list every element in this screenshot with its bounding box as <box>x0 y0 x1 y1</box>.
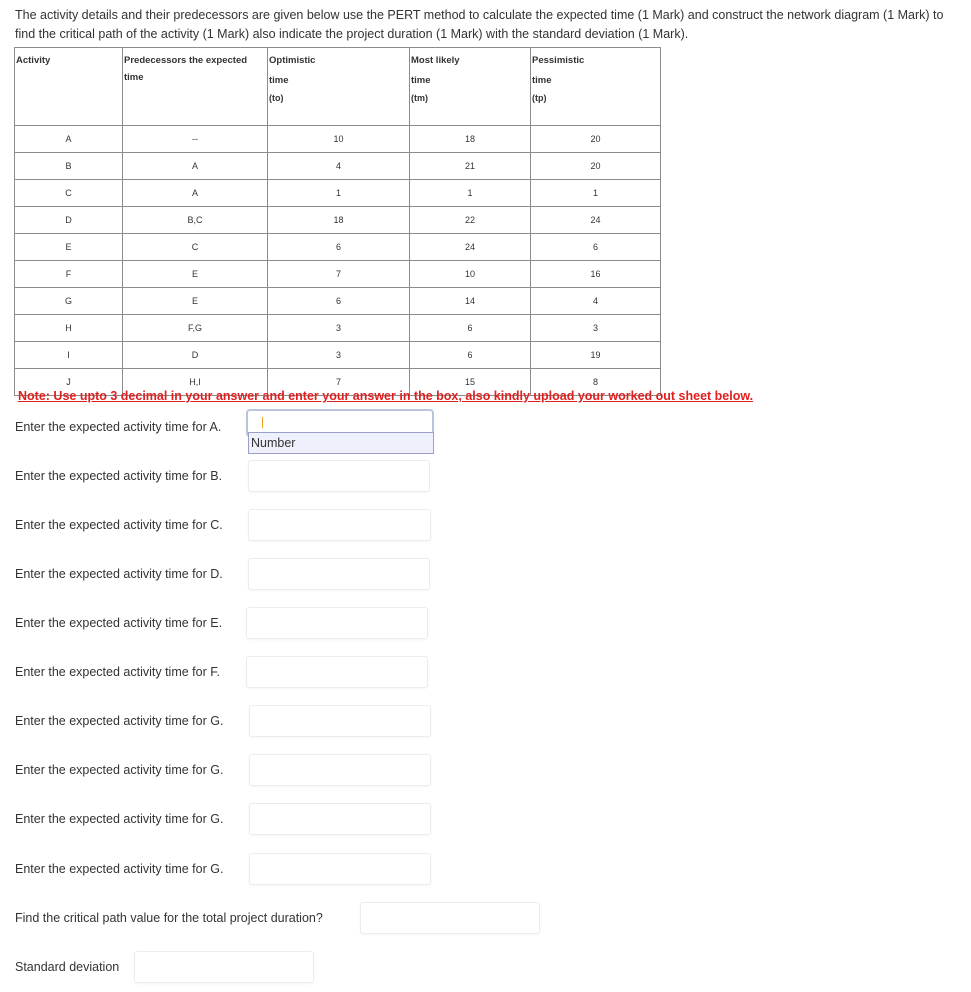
cell-tp: 8 <box>531 369 661 396</box>
pert-table-body <box>15 126 661 396</box>
cell-pred: A <box>123 180 268 207</box>
cell-activity: I <box>15 342 123 369</box>
cell-to: 3 <box>268 315 410 342</box>
question-intro: The activity details and their predecessors are given below use the PERT method to calculate the expected time (1 Mark) and construct the network diagram (1 Mark) to find the critical path of the activity (1 Mark) also indicate the project duration (1 Mark) with the standard deviation (1 Mark). <box>15 8 944 41</box>
cell-to: 6 <box>268 288 410 315</box>
cell-activity: B <box>15 153 123 180</box>
label-activity-g-1: Enter the expected activity time for G. <box>15 714 224 728</box>
answer-input-g-2[interactable] <box>249 754 431 786</box>
label-activity-a: Enter the expected activity time for A. <box>15 420 222 434</box>
cell-pred: E <box>123 261 268 288</box>
answer-input-g-1[interactable] <box>249 705 431 737</box>
label-standard-deviation: Standard deviation <box>15 960 120 974</box>
table-header-row <box>15 48 661 126</box>
cell-to: 6 <box>268 234 410 261</box>
number-tooltip: Number <box>248 432 434 454</box>
cell-to: 18 <box>268 207 410 234</box>
cell-to: 10 <box>268 126 410 153</box>
cell-to: 7 <box>268 261 410 288</box>
cell-tp: 20 <box>531 153 661 180</box>
instruction-note: Note: Use upto 3 decimal in your answer and enter your answer in the box, also kindly upload your worked out sheet below. <box>18 389 754 403</box>
label-activity-b: Enter the expected activity time for B. <box>15 469 223 483</box>
text-caret <box>262 417 263 428</box>
cell-tm: 22 <box>410 207 531 234</box>
cell-tm: 10 <box>410 261 531 288</box>
table-row <box>15 126 661 153</box>
cell-pred: H,I <box>123 369 268 396</box>
cell-tp: 19 <box>531 342 661 369</box>
label-activity-g-2: Enter the expected activity time for G. <box>15 763 224 777</box>
cell-to: 7 <box>268 369 410 396</box>
cell-pred: E <box>123 288 268 315</box>
header-most-likely: Most likely time (tm) <box>410 48 531 126</box>
table-row <box>15 288 661 315</box>
pert-table <box>14 47 661 396</box>
cell-activity: A <box>15 126 123 153</box>
header-optimistic: Optimistic time (to) <box>268 48 410 126</box>
cell-activity: D <box>15 207 123 234</box>
answer-input-f[interactable] <box>246 656 428 688</box>
cell-pred: F,G <box>123 315 268 342</box>
cell-pred: A <box>123 153 268 180</box>
header-predecessors: Predecessors the expected time <box>123 48 268 126</box>
label-critical-path: Find the critical path value for the total project duration? <box>15 911 323 925</box>
critical-path-input[interactable] <box>360 902 540 934</box>
table-row <box>15 342 661 369</box>
label-activity-g-3: Enter the expected activity time for G. <box>15 812 224 826</box>
label-activity-c: Enter the expected activity time for C. <box>15 518 223 532</box>
cell-to: 4 <box>268 153 410 180</box>
cell-pred: C <box>123 234 268 261</box>
cell-tm: 6 <box>410 342 531 369</box>
cell-tm: 6 <box>410 315 531 342</box>
answer-input-g-4[interactable] <box>249 853 431 885</box>
answer-input-d[interactable] <box>248 558 430 590</box>
cell-to: 3 <box>268 342 410 369</box>
table-row <box>15 180 661 207</box>
standard-deviation-input[interactable] <box>134 951 314 983</box>
table-row <box>15 234 661 261</box>
table-row <box>15 261 661 288</box>
cell-tp: 4 <box>531 288 661 315</box>
cell-pred: -- <box>123 126 268 153</box>
cell-tp: 20 <box>531 126 661 153</box>
cell-tp: 24 <box>531 207 661 234</box>
table-row <box>15 315 661 342</box>
label-activity-d: Enter the expected activity time for D. <box>15 567 223 581</box>
cell-to: 1 <box>268 180 410 207</box>
cell-activity: G <box>15 288 123 315</box>
cell-pred: D <box>123 342 268 369</box>
cell-pred: B,C <box>123 207 268 234</box>
label-activity-g-4: Enter the expected activity time for G. <box>15 862 224 876</box>
cell-tp: 3 <box>531 315 661 342</box>
cell-tp: 6 <box>531 234 661 261</box>
cell-tp: 1 <box>531 180 661 207</box>
answer-input-b[interactable] <box>248 460 430 492</box>
cell-tm: 21 <box>410 153 531 180</box>
label-activity-e: Enter the expected activity time for E. <box>15 616 223 630</box>
cell-tp: 16 <box>531 261 661 288</box>
cell-activity: F <box>15 261 123 288</box>
cell-tm: 18 <box>410 126 531 153</box>
cell-tm: 1 <box>410 180 531 207</box>
cell-tm: 15 <box>410 369 531 396</box>
cell-activity: H <box>15 315 123 342</box>
cell-activity: E <box>15 234 123 261</box>
header-activity: Activity <box>15 48 123 126</box>
header-pessimistic: Pessimistic time (tp) <box>531 48 661 126</box>
cell-tm: 24 <box>410 234 531 261</box>
table-row <box>15 153 661 180</box>
table-row <box>15 207 661 234</box>
label-activity-f: Enter the expected activity time for F. <box>15 665 220 679</box>
cell-tm: 14 <box>410 288 531 315</box>
cell-activity: J <box>15 369 123 396</box>
cell-activity: C <box>15 180 123 207</box>
answer-input-g-3[interactable] <box>249 803 431 835</box>
answer-input-e[interactable] <box>246 607 428 639</box>
answer-input-c[interactable] <box>248 509 431 541</box>
